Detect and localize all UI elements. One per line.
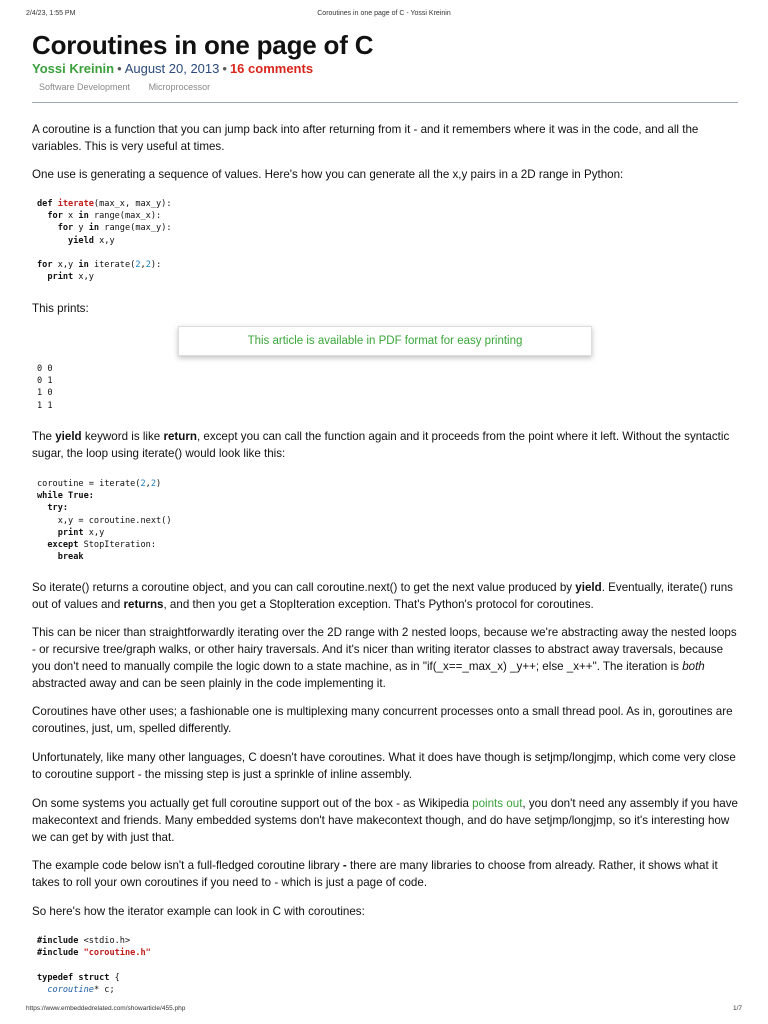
comments-link[interactable]: 16 comments: [229, 61, 314, 76]
tag-software-development[interactable]: Software Development: [39, 82, 131, 92]
paragraph-prints: This prints:: [32, 302, 89, 315]
code-block-c: #include <stdio.h> #include "coroutine.h" typedef struct { coroutine* c;: [37, 936, 151, 995]
byline-separator: •: [222, 61, 227, 76]
paragraph-iterator-c: So here's how the iterator example can look in C with coroutines:: [32, 905, 365, 918]
byline-separator: •: [117, 61, 122, 76]
code-block-python-coroutine: coroutine = iterate(2,2) while True: try: x,y = coroutine.next() print x,y except StopIteration: break: [37, 479, 172, 563]
tag-list: [39, 82, 738, 102]
code-block-output: 0 0 0 1 1 0 1 1: [37, 364, 53, 411]
paragraph-setjmp: Unfortunately, like many other languages, C doesn't have coroutines. What it does have though is setjmp/longjmp, which come very close to coroutine support - the missing step is just a sprinkle of inline assembly.: [32, 751, 736, 781]
article-header: [32, 28, 738, 103]
article-title: Coroutines in one page of C: [32, 30, 374, 60]
tag-microprocessor[interactable]: Microprocessor: [148, 82, 211, 92]
code-block-python-iterate: def iterate(max_x, max_y): for x in range(max_x): for y in range(max_y): yield x,y for x,y in iterate(2,2): print x,y: [37, 199, 172, 283]
paragraph-makecontext: On some systems you actually get full coroutine support out of the box - as Wikipedia points out, you don't need any assembly if you have makecontext and friends. Many embedded systems don't have makecontext though, and do have setjmp/longjmp, so it's interesting how we can get by with just that.: [32, 797, 738, 844]
paragraph-other-uses: Coroutines have other uses; a fashionable one is multiplexing many concurrent processes onto a small thread pool. As in, goroutines are coroutines, just, um, spelled differently.: [32, 705, 733, 735]
paragraph-stopiteration: So iterate() returns a coroutine object, and you can call coroutine.next() to get the next value produced by yield. Eventually, iterate() runs out of values and returns, and then you get a StopIteration exception. That's Python's protocol for coroutines.: [32, 581, 733, 611]
print-url: https://www.embeddedrelated.com/showarticle/455.php: [26, 1005, 186, 1012]
author-link[interactable]: Yossi Kreinin: [32, 61, 115, 76]
paragraph-example: The example code below isn't a full-fledged coroutine library - there are many libraries to choose from already. Rather, it shows what it takes to roll your own coroutines if you need to - which is just a page of code.: [32, 859, 718, 889]
pdf-notice-link[interactable]: This article is available in PDF format for easy printing: [178, 326, 592, 356]
print-page-number: 1/7: [732, 1005, 742, 1012]
points-out-link[interactable]: points out: [472, 797, 523, 810]
print-date: 2/4/23, 1:55 PM: [26, 10, 76, 17]
article-date: August 20, 2013: [124, 61, 220, 76]
byline: [32, 60, 738, 78]
header-divider: [32, 102, 738, 103]
paragraph-yield: The yield keyword is like return, except you can call the function again and it proceeds from the point where it left. Without the syntactic sugar, the loop using iterate() would look like this:: [32, 430, 730, 460]
print-title: Coroutines in one page of C - Yossi Kreinin: [317, 10, 451, 17]
paragraph-use: One use is generating a sequence of values. Here's how you can generate all the x,y pairs in a 2D range in Python:: [32, 168, 624, 181]
paragraph-nicer: This can be nicer than straightforwardly iterating over the 2D range with 2 nested loops, because we're abstracting away the nested loops - or recursive tree/graph walks, or other hairy traversals. And it's nicer than writing iterator classes to abstract away traversals, because you don't need to manually compile the logic down to a state machine, as in "if(_x==_max_x) _y++; else _x++". The iteration is both abstracted away and can be seen plainly in the code implementing it.: [32, 626, 737, 690]
paragraph-intro: A coroutine is a function that you can jump back into after returning from it - and it remembers where it was in the code, and all the variables. This is very useful at times.: [32, 123, 699, 153]
